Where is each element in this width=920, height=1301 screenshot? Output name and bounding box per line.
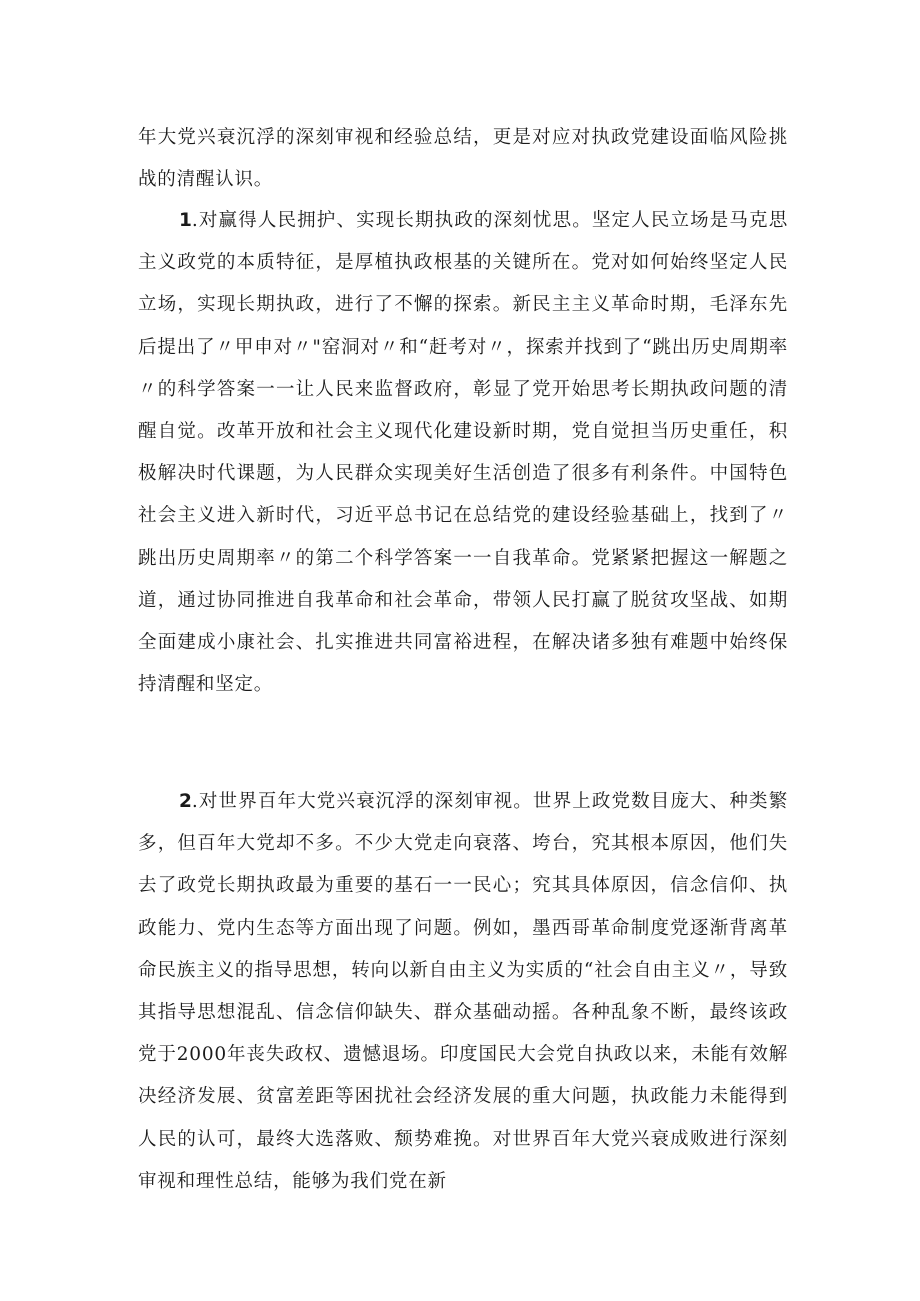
section-2-number: 2 <box>179 791 192 812</box>
section-1-number: 1 <box>179 210 192 231</box>
section-2-text: .对世界百年大党兴衰沉浮的深刻审视。世界上政党数目庞大、种类繁多，但百年大党却不多。不少大党走向衰落、垮台，究其根本原因，他们失去了政党长期执政最为重要的基石一一民心；究其具体原因，信念信仰、执政能力、党内生态等方面出现了问题。例如，墨西哥革命制度党逐渐背离革命民族主义的指导思想，转向以新自由主义为实质的“社会自由主义〃，导致其指导思想混乱、信念信仰缺失、群众基础动摇。各种乱象不断，最终该政党于2000年丧失政权、遗憾退场。印度国民大会党自执政以来，未能有效解决经济发展、贫富差距等困扰社会经济发展的重大问题，执政能力未能得到人民的认可，最终大选落败、颓势难挽。对世界百年大党兴衰成败进行深刻审视和理性总结，能够为我们党在新 <box>138 791 788 1192</box>
section-2-paragraph <box>138 781 788 1203</box>
section-1-paragraph <box>138 200 788 706</box>
continuation-paragraph: 年大党兴衰沉浮的深刻审视和经验总结，更是对应对执政党建设面临风险挑战的清醒认识。 <box>138 127 788 191</box>
section-1-text: .对赢得人民拥护、实现长期执政的深刻忧思。坚定人民立场是马克思主义政党的本质特征，是厚植执政根基的关键所在。党对如何始终坚定人民立场，实现长期执政，进行了不懈的探索。新民主主义革命时期，毛泽东先后提出了〃甲申对〃"窑洞对〃和“赶考对〃，探索并找到了“跳出历史周期率〃的科学答案一一让人民来监督政府，彰显了党开始思考长期执政问题的清醒自觉。改革开放和社会主义现代化建设新时期，党自觉担当历史重任，积极解决时代课题，为人民群众实现美好生活创造了很多有利条件。中国特色社会主义进入新时代，习近平总书记在总结党的建设经验基础上，找到了〃跳出历史周期率〃的第二个科学答案一一自我革命。党紧紧把握这一解题之道，通过协同推进自我革命和社会革命，带领人民打赢了脱贫攻坚战、如期全面建成小康社会、扎实推进共同富裕进程，在解决诸多独有难题中始终保持清醒和坚定。 <box>138 210 788 696</box>
